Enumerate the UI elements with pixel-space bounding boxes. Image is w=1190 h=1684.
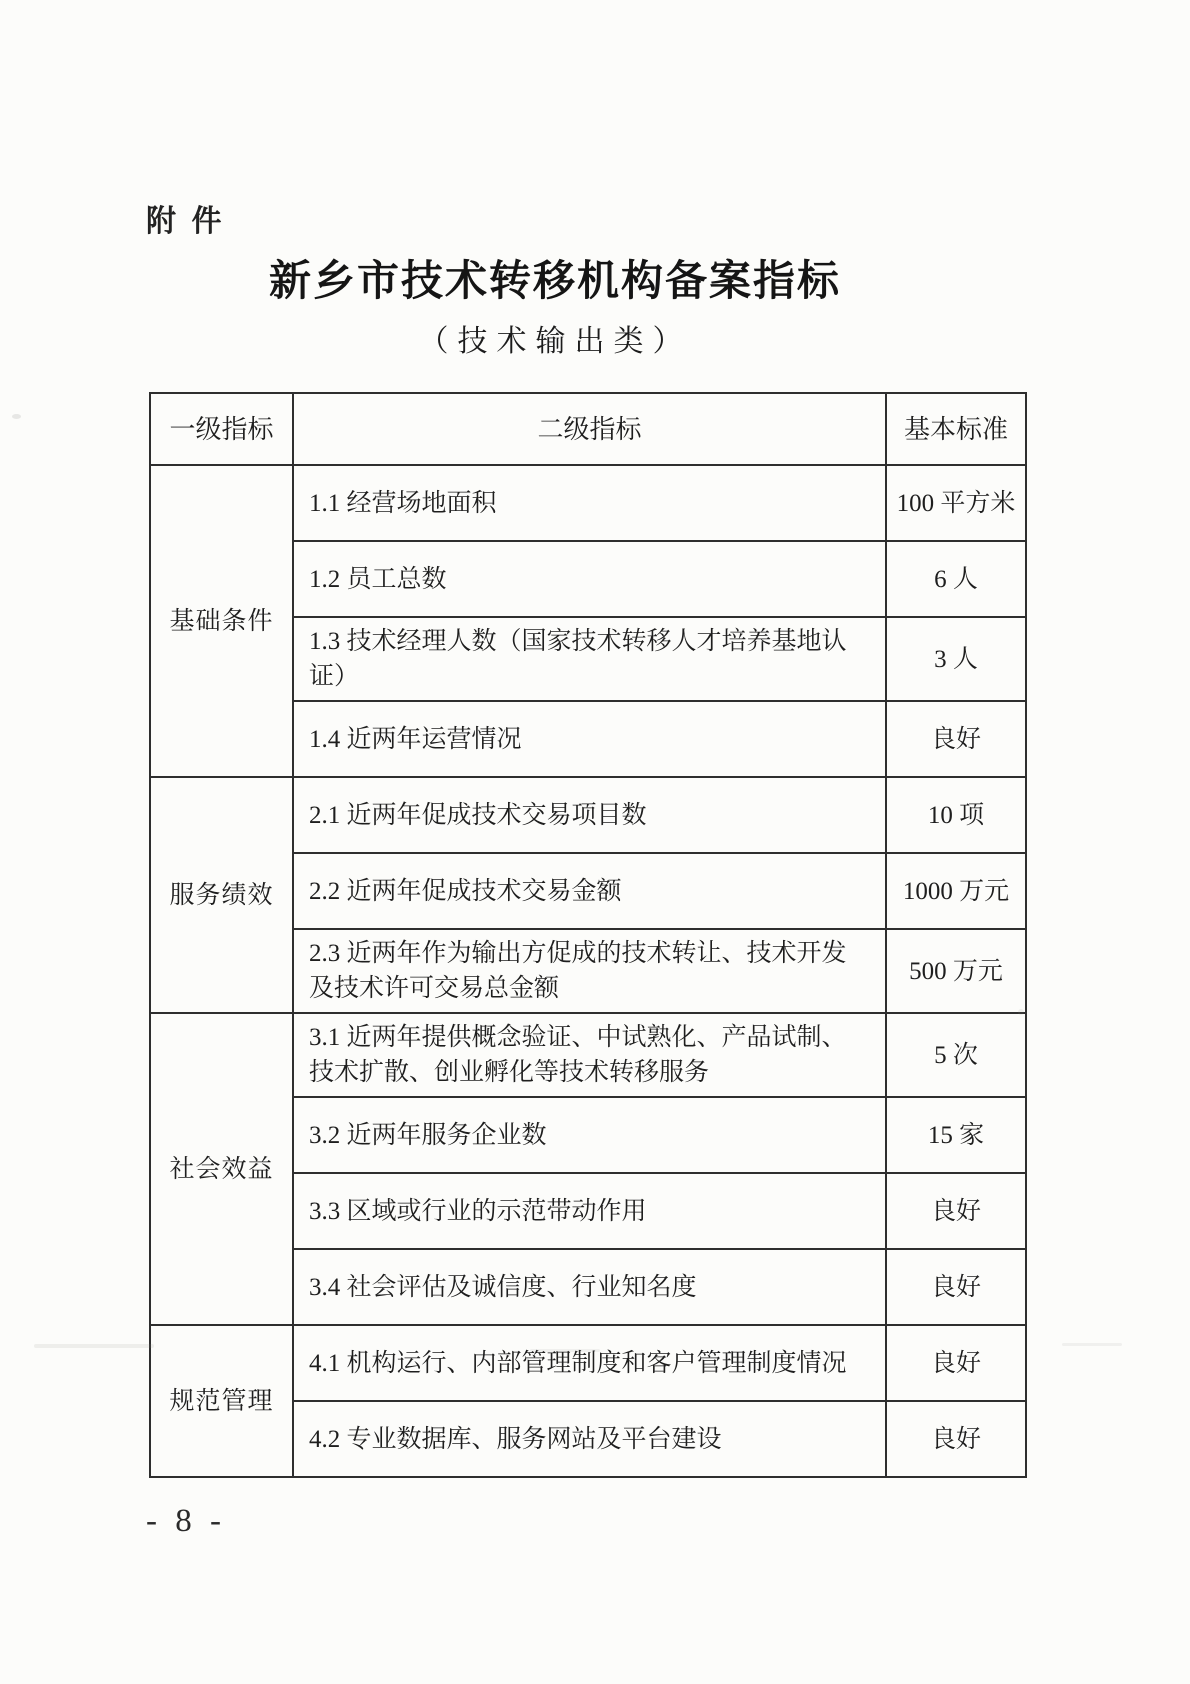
page-number: - 8 -: [146, 1503, 226, 1539]
table-row: [150, 777, 1026, 853]
table-row: [150, 1013, 1026, 1097]
standard-cell: 10 项: [886, 777, 1026, 853]
indicator-cell: 3.2 近两年服务企业数: [293, 1097, 886, 1173]
indicator-cell: 2.1 近两年促成技术交易项目数: [293, 777, 886, 853]
standard-cell: 良好: [886, 1401, 1026, 1477]
indicator-cell: 1.4 近两年运营情况: [293, 701, 886, 777]
document-title: 新乡市技术转移机构备案指标: [268, 259, 841, 305]
standard-cell: 6 人: [886, 541, 1026, 617]
indicator-cell: 2.2 近两年促成技术交易金额: [293, 853, 886, 929]
table-row: [150, 465, 1026, 541]
standard-cell: 15 家: [886, 1097, 1026, 1173]
table-header-row: [150, 393, 1026, 465]
scan-artifact: [34, 1344, 154, 1348]
group-name-cell: 服务绩效: [150, 777, 293, 1013]
document-subtitle: （技术输出类）: [418, 325, 692, 358]
indicator-cell: 3.4 社会评估及诚信度、行业知名度: [293, 1249, 886, 1325]
indicator-cell: 4.1 机构运行、内部管理制度和客户管理制度情况: [293, 1325, 886, 1401]
indicator-cell: 1.1 经营场地面积: [293, 465, 886, 541]
group-name-cell: 社会效益: [150, 1013, 293, 1325]
indicator-cell: 1.2 员工总数: [293, 541, 886, 617]
attachment-label: 附 件: [146, 205, 226, 238]
standard-cell: 3 人: [886, 617, 1026, 701]
standard-cell: 500 万元: [886, 929, 1026, 1013]
standard-cell: 良好: [886, 1173, 1026, 1249]
table-row: [150, 1325, 1026, 1401]
scan-artifact: [12, 414, 21, 419]
standard-cell: 1000 万元: [886, 853, 1026, 929]
standard-cell: 良好: [886, 701, 1026, 777]
standard-cell: 100 平方米: [886, 465, 1026, 541]
header-level1-indicator: 一级指标: [150, 393, 293, 465]
standard-cell: 良好: [886, 1325, 1026, 1401]
indicator-cell: 1.3 技术经理人数（国家技术转移人才培养基地认证）: [293, 617, 886, 701]
group-name-cell: 规范管理: [150, 1325, 293, 1477]
scan-artifact: [1018, 1009, 1024, 1015]
indicator-table: [149, 392, 1027, 1478]
header-level2-indicator: 二级指标: [293, 393, 886, 465]
indicator-cell: 3.1 近两年提供概念验证、中试熟化、产品试制、技术扩散、创业孵化等技术转移服务: [293, 1013, 886, 1097]
standard-cell: 良好: [886, 1249, 1026, 1325]
header-basic-standard: 基本标准: [886, 393, 1026, 465]
scan-artifact: [1062, 1343, 1122, 1346]
indicator-cell: 4.2 专业数据库、服务网站及平台建设: [293, 1401, 886, 1477]
indicator-table-container: [149, 392, 1025, 1478]
indicator-cell: 2.3 近两年作为输出方促成的技术转让、技术开发及技术许可交易总金额: [293, 929, 886, 1013]
indicator-cell: 3.3 区域或行业的示范带动作用: [293, 1173, 886, 1249]
scan-artifact: [530, 1349, 600, 1352]
group-name-cell: 基础条件: [150, 465, 293, 777]
standard-cell: 5 次: [886, 1013, 1026, 1097]
